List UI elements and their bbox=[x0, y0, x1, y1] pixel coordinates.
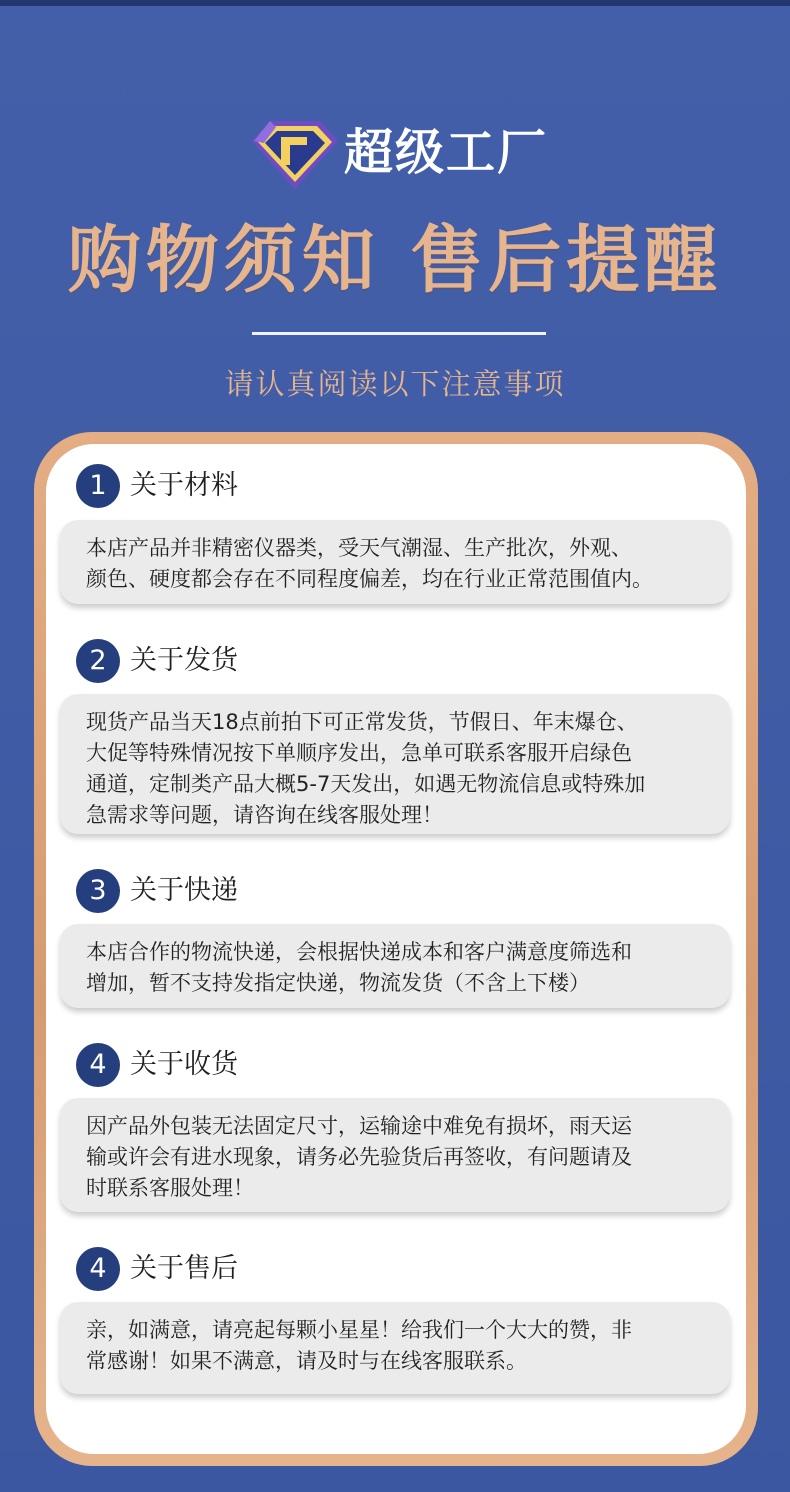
page-subtitle: 请认真阅读以下注意事项 bbox=[224, 367, 566, 401]
section-card bbox=[60, 1098, 730, 1212]
section-title: 关于发货 bbox=[130, 645, 238, 676]
section-number-badge: 4 bbox=[76, 1247, 120, 1291]
diamond-logo-icon bbox=[252, 119, 338, 189]
top-edge-stripe bbox=[0, 0, 790, 6]
section-text-line: 本店合作的物流快递，会根据快递成本和客户满意度筛选和 bbox=[86, 940, 632, 964]
section-text-line: 输或许会有进水现象，请务必先验货后再签收，有问题请及 bbox=[86, 1145, 632, 1169]
section-text-line: 现货产品当天18点前拍下可正常发货，节假日、年末爆仓、 bbox=[86, 710, 638, 734]
section-text-line: 通道，定制类产品大概5-7天发出，如遇无物流信息或特殊加 bbox=[86, 772, 646, 796]
section-text-line: 增加，暂不支持发指定快递，物流发货（不含上下楼） bbox=[86, 971, 590, 995]
section-card bbox=[60, 694, 730, 834]
notice-panel bbox=[46, 444, 746, 1454]
section-text-line: 因产品外包装无法固定尺寸，运输途中难免有损坏，雨天运 bbox=[86, 1114, 632, 1138]
section-card bbox=[60, 520, 730, 604]
section-title: 关于收货 bbox=[130, 1049, 238, 1080]
section-number-badge: 2 bbox=[76, 639, 120, 683]
section-card bbox=[60, 1302, 730, 1394]
section-number-badge: 3 bbox=[76, 869, 120, 913]
section-text-line: 急需求等问题，请咨询在线客服处理！ bbox=[86, 803, 443, 827]
section-title: 关于材料 bbox=[130, 470, 238, 501]
title-divider bbox=[252, 332, 546, 335]
section-title: 关于快递 bbox=[130, 875, 238, 906]
section-text-line: 大促等特殊情况按下单顺序发出，急单可联系客服开启绿色 bbox=[86, 741, 632, 765]
brand-logo bbox=[252, 117, 552, 189]
section-text-line: 亲，如满意，请亮起每颗小星星！给我们一个大大的赞，非 bbox=[86, 1318, 632, 1342]
section-text-line: 时联系客服处理！ bbox=[86, 1176, 254, 1200]
brand-name: 超级工厂 bbox=[344, 124, 549, 181]
section-text-line: 颜色、硬度都会存在不同程度偏差，均在行业正常范围值内。 bbox=[86, 567, 653, 591]
section-text-line: 本店产品并非精密仪器类，受天气潮湿、生产批次，外观、 bbox=[86, 536, 632, 560]
section-title: 关于售后 bbox=[130, 1253, 238, 1284]
section-card bbox=[60, 924, 730, 1008]
section-text-line: 常感谢！如果不满意，请及时与在线客服联系。 bbox=[86, 1349, 527, 1373]
page-title: 购物须知 售后提醒 bbox=[67, 218, 723, 303]
section-number-badge: 1 bbox=[76, 464, 120, 508]
section-number-badge: 4 bbox=[76, 1043, 120, 1087]
